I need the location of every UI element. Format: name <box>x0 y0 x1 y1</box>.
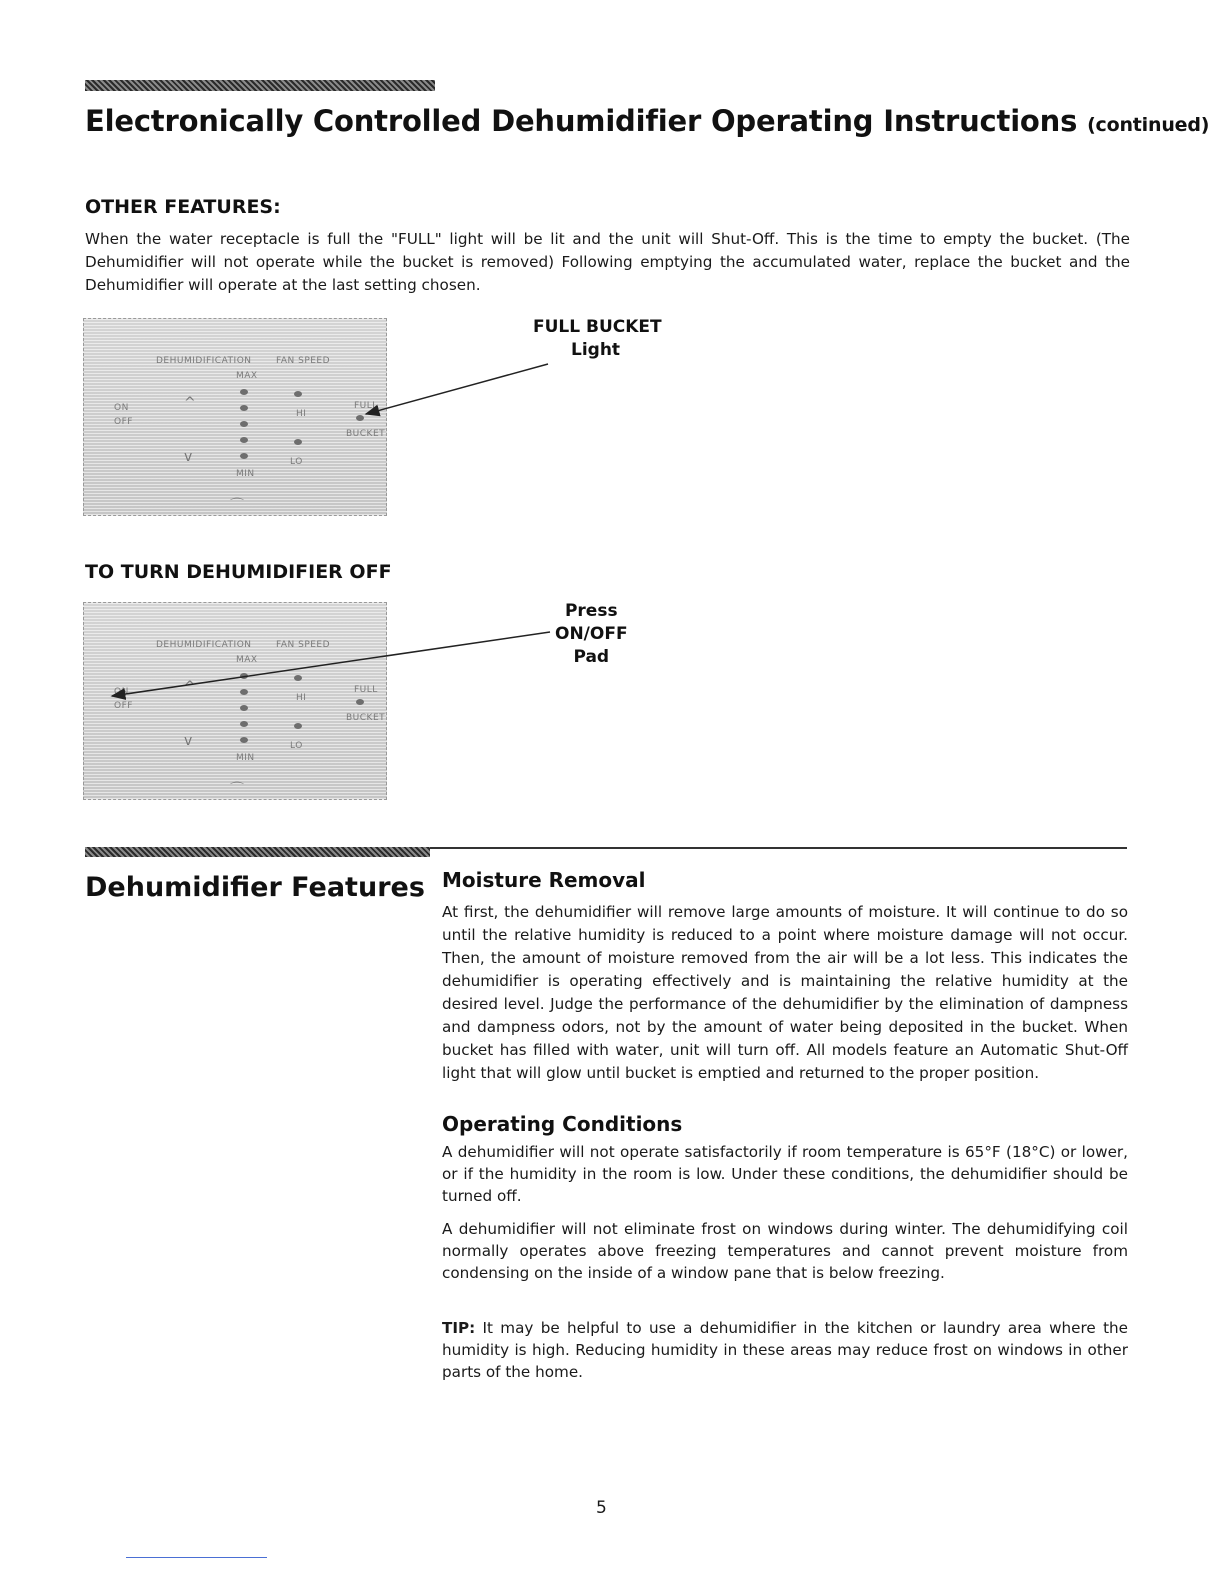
panel-label-dehumidification: DEHUMIDIFICATION <box>156 356 252 366</box>
callout-full-bucket-label: FULL BUCKET <box>533 317 662 337</box>
tip-paragraph <box>442 1317 1128 1383</box>
features-title: Dehumidifier Features <box>85 872 425 903</box>
panel-arc-icon: ⌒ <box>230 782 244 798</box>
callout-on-off-label: ON/OFF <box>555 624 628 644</box>
page-title-suffix: (continued) <box>1087 114 1210 136</box>
panel-label-dehumidification: DEHUMIDIFICATION <box>156 640 252 650</box>
on-off-leader-line <box>112 632 550 696</box>
callout-pad-label: Pad <box>573 647 610 667</box>
other-features-heading: OTHER FEATURES: <box>85 196 281 218</box>
tip-text: It may be helpful to use a dehumidifier in the kitchen or laundry area where the humidity is high. Reducing humidity in these areas may reduce frost on windows in other parts of the home. <box>442 1319 1128 1381</box>
panel-label-on: ON <box>114 403 129 413</box>
panel-label-max: MAX <box>236 371 258 381</box>
panel-label-max: MAX <box>236 655 258 665</box>
panel-label-min: MIN <box>236 469 255 479</box>
down-arrow-icon: v <box>184 449 193 465</box>
panel-label-off: OFF <box>114 701 133 711</box>
panel-label-full: FULL <box>354 685 378 695</box>
panel-label-lo: LO <box>290 741 303 751</box>
features-decorative-bar <box>85 847 430 857</box>
operating-conditions-paragraph-2: A dehumidifier will not eliminate frost on windows during winter. The dehumidifying coil normally operates above freezing temperatures and cannot prevent moisture from condensing on the inside of a window pane that is below freezing. <box>442 1220 1128 1282</box>
page-title-text: Electronically Controlled Dehumidifier Operating Instructions <box>85 104 1078 138</box>
full-bucket-leader-line <box>366 364 548 414</box>
moisture-removal-heading: Moisture Removal <box>442 868 646 892</box>
up-arrow-icon: ^ <box>184 679 196 695</box>
tip-label: TIP: <box>442 1319 476 1337</box>
down-arrow-icon: v <box>184 733 193 749</box>
operating-conditions-heading: Operating Conditions <box>442 1112 683 1136</box>
footer-line <box>126 1557 267 1558</box>
panel-label-off: OFF <box>114 417 133 427</box>
section-rule <box>430 847 1127 849</box>
panel-label-hi: HI <box>296 409 307 419</box>
panel-label-on: ON <box>114 687 129 697</box>
panel-label-hi: HI <box>296 693 307 703</box>
operating-conditions-paragraph-1: A dehumidifier will not operate satisfactorily if room temperature is 65°F (18°C) or lower, or if the humidity in the room is low. Under these conditions, the dehumidifier should be turned off. <box>442 1143 1128 1205</box>
panel-arc-icon: ⌒ <box>230 498 244 514</box>
turn-off-heading: TO TURN DEHUMIDIFIER OFF <box>85 561 392 583</box>
panel-label-fan-speed: FAN SPEED <box>276 640 331 650</box>
page-number: 5 <box>596 1498 607 1518</box>
panel-label-full: FULL <box>354 401 378 411</box>
moisture-removal-body: At first, the dehumidifier will remove large amounts of moisture. It will continue to do so until the relative humidity is reduced to a point where moisture damage will not occur. Then, the amount of moisture removed from the air will be a lot less. This indicates the dehumidifier is operating effectively and is maintaining the relative humidity at the desired level. Judge the performance of the dehumidifier by the elimination of dampness and dampness odors, not by the amount of water being deposited in the bucket. When bucket has filled with water, unit will turn off. All models feature an Automatic Shut-Off light that will glow until bucket is emptied and returned to the proper position. <box>442 903 1128 1082</box>
panel-label-bucket: BUCKET <box>346 429 386 439</box>
callout-light-label: Light <box>571 340 621 360</box>
other-features-body: When the water receptacle is full the "FULL" light will be lit and the unit will Shut-Off. This is the time to empty the bucket. (The Dehumidifier will not operate while the bucket is removed) Following emptying the accumulated water, replace the bucket and the Dehumidifier will operate at the last setting chosen. <box>85 230 1130 294</box>
panel-label-lo: LO <box>290 457 303 467</box>
callout-press-label: Press <box>564 601 618 621</box>
panel-label-min: MIN <box>236 753 255 763</box>
panel-label-bucket: BUCKET <box>346 713 386 723</box>
panel-label-fan-speed: FAN SPEED <box>276 356 331 366</box>
up-arrow-icon: ^ <box>184 395 196 411</box>
